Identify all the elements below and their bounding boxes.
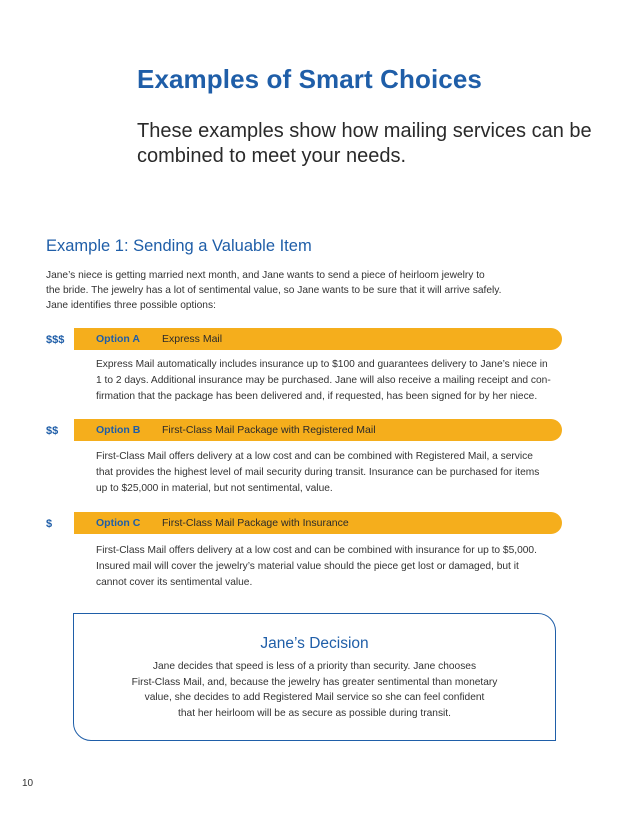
description-line: 1 to 2 days. Additional insurance may be purchased. Jane will also receive a mailing receipt and con- xyxy=(96,374,551,386)
option-a-name: Express Mail xyxy=(162,333,223,345)
option-a-label: Option A xyxy=(96,333,140,345)
page-number: 10 xyxy=(22,778,34,789)
description-line: cannot cover its sentimental value. xyxy=(96,576,253,588)
description-line: that provides the highest level of mail security during transit. Insurance can be purchased for items xyxy=(96,466,540,478)
description-line: Express Mail automatically includes insurance up to $100 and guarantees delivery to Jane’s niece in xyxy=(96,359,548,370)
description-line: Insured mail will cover the jewelry’s material value should the piece get lost or damaged, but it xyxy=(96,560,519,572)
description-line: First-Class Mail offers delivery at a low cost and can be combined with Registered Mail, a service xyxy=(96,451,533,462)
option-c-label: Option C xyxy=(96,517,141,529)
option-b-description xyxy=(96,449,566,496)
page-subtitle: These examples show how mailing services can be combined to meet your needs. xyxy=(137,120,592,167)
option-b-name: First-Class Mail Package with Registered Mail xyxy=(162,424,376,436)
decision-box xyxy=(73,613,556,741)
decision-line: that her heirloom will be as secure as possible during transit. xyxy=(178,707,451,719)
option-b-bar xyxy=(74,419,562,441)
option-c-name: First-Class Mail Package with Insurance xyxy=(162,517,349,529)
option-a-description xyxy=(96,357,566,404)
option-a-bar xyxy=(74,328,562,350)
decision-line: First-Class Mail, and, because the jewelry has greater sentimental than monetary xyxy=(131,676,498,688)
example-heading: Example 1: Sending a Valuable Item xyxy=(46,237,312,255)
description-line: up to $25,000 in material, but not sentimental, value. xyxy=(96,482,333,494)
option-c-bar xyxy=(74,512,562,534)
example-intro xyxy=(46,268,566,313)
intro-line: the bride. The jewelry has a lot of sentimental value, so Jane wants to be sure that it will arrive safely. xyxy=(46,285,502,296)
option-a-cost: $$$ xyxy=(46,334,65,346)
option-b-label: Option B xyxy=(96,424,141,436)
decision-title: Jane’s Decision xyxy=(260,635,369,652)
decision-line: Jane decides that speed is less of a priority than security. Jane chooses xyxy=(152,661,477,672)
option-c-description xyxy=(96,543,566,590)
intro-line: Jane identifies three possible options: xyxy=(46,300,216,311)
decision-line: value, she decides to add Registered Mail service so she can feel confident xyxy=(144,692,485,703)
page-title: Examples of Smart Choices xyxy=(137,64,482,94)
description-line: firmation that the package has been delivered and, if requested, has been signed for by her niece. xyxy=(96,390,538,402)
description-line: First-Class Mail offers delivery at a low cost and can be combined with insurance for up to $5,000. xyxy=(96,545,537,556)
option-c-cost: $ xyxy=(46,518,53,530)
option-b-cost: $$ xyxy=(46,425,59,437)
decision-body xyxy=(94,659,535,721)
intro-line: Jane’s niece is getting married next month, and Jane wants to send a piece of heirloom jewelry to xyxy=(46,270,485,281)
